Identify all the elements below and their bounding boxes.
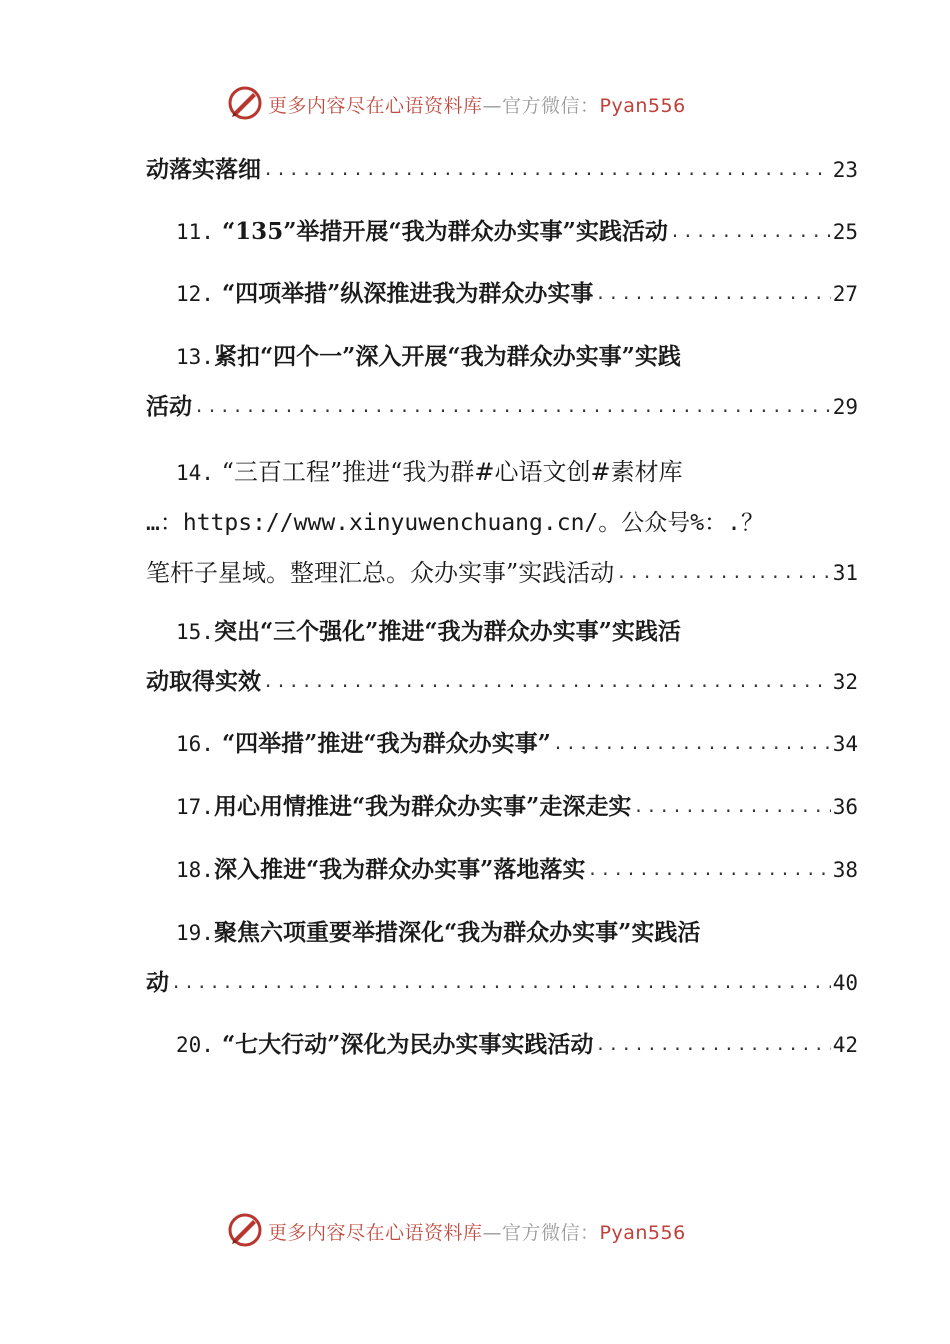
toc-number: 20. [176,1033,214,1057]
toc-page: 27 [832,282,858,306]
toc-number: 14. [176,461,214,485]
banner-text: 更多内容尽在心语资料库—官方微信：Pyan556 [268,95,686,117]
dot-leader [553,724,831,764]
toc-title: 深入推进“我为群众办实事”落地落实 [213,856,586,883]
toc-line[interactable] [176,1025,858,1065]
toc-number: 19. [176,921,214,945]
toc-page: 23 [832,158,858,182]
toc-title: “四举措”推进“我为群众办实事” [221,730,551,757]
toc-line[interactable] [176,274,858,314]
toc-title: “七大行动”深化为民办实事实践活动 [221,1031,594,1058]
toc-line[interactable] [146,150,858,190]
footer-banner [0,1209,950,1253]
dot-leader [595,1025,830,1065]
toc-page: 38 [832,858,858,882]
toc-title: “三百工程”推进“我为群#心语文创#素材库 [221,458,683,486]
toc-page: 42 [832,1033,858,1057]
toc-line[interactable] [146,387,858,427]
toc-title: 紧扣“四个一”深入开展“我为群众办实事”实践 [213,343,681,370]
toc-line[interactable] [176,453,858,493]
toc-number: 13. [176,345,214,369]
toc-line[interactable] [146,553,858,593]
toc-title: 用心用情推进“我为群众办实事”走深走实 [213,793,632,820]
toc-number: 15. [176,620,214,644]
toc-line[interactable] [176,787,858,827]
toc-title: 突出“三个强化”推进“我为群众办实事”实践活 [213,618,681,645]
toc-page: 32 [832,670,858,694]
toc-page: 29 [832,395,858,419]
toc-title: 动取得实效 [146,668,261,695]
toc-title: 动 [146,969,169,996]
dot-leader [633,787,830,827]
toc-title: 聚焦六项重要举措深化“我为群众办实事”实践活 [213,919,701,946]
dot-leader [171,963,831,1003]
toc-page: 31 [832,561,858,585]
toc-line[interactable] [146,503,858,543]
toc-title: “135”举措开展“我为群众办实事”实践活动 [221,218,668,245]
dot-leader [194,387,831,427]
toc-page: 36 [832,795,858,819]
toc-title: 活动 [146,393,192,420]
toc-page: 34 [832,732,858,756]
toc-title: …：https://www.xinyuwenchuang.cn/。公众号%：.？ [146,510,764,536]
dot-leader [670,212,831,252]
toc-page: 25 [832,220,858,244]
dot-leader [263,150,831,190]
toc-title: “四项举措”纵深推进我为群众办实事 [221,280,594,307]
dot-leader [587,850,830,890]
toc-page: 40 [832,971,858,995]
toc-number: 17. [176,795,214,819]
toc-line[interactable] [176,337,858,377]
toc-line[interactable] [146,963,858,1003]
toc-title: 动落实落细 [146,156,261,183]
toc-line[interactable] [176,850,858,890]
toc-line[interactable] [176,724,858,764]
toc-number: 16. [176,732,214,756]
dot-leader [263,662,831,702]
dot-leader [595,274,830,314]
toc-line[interactable] [176,612,858,652]
toc-line[interactable] [176,212,858,252]
dot-leader [616,553,830,593]
pen-circle-logo-icon [226,1211,264,1249]
toc-line[interactable] [176,913,858,953]
banner-text: 更多内容尽在心语资料库—官方微信：Pyan556 [268,1222,686,1244]
toc-line[interactable] [146,662,858,702]
toc-number: 11. [176,220,214,244]
toc-number: 18. [176,858,214,882]
toc-title: 笔杆子星域。整理汇总。众办实事”实践活动 [146,559,615,587]
toc-number: 12. [176,282,214,306]
